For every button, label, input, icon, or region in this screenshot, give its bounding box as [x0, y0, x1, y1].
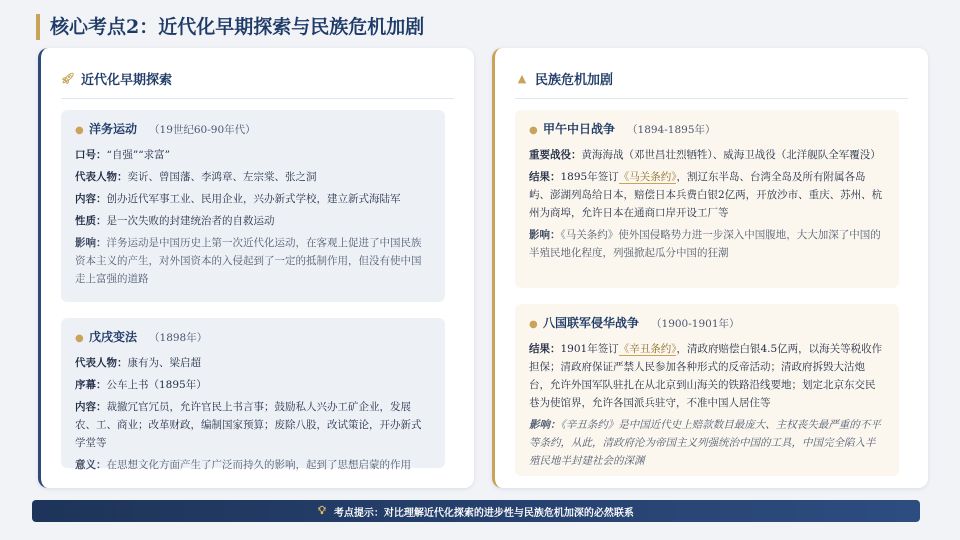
panel-heading: 民族危机加剧 — [535, 72, 614, 88]
row-key: 内容： — [75, 401, 107, 413]
significance-row — [75, 456, 431, 474]
card-sino-japanese-war — [515, 110, 899, 288]
row-value: 在思想文化方面产生了广泛而持久的影响，起到了思想启蒙的作用 — [106, 459, 411, 471]
row-key: 代表人物： — [75, 357, 128, 369]
card-title-row — [529, 120, 885, 140]
battles-row — [529, 146, 885, 164]
row-key: 影响： — [529, 419, 561, 431]
card-period: （1900-1901年） — [651, 318, 740, 330]
row-key: 代表人物： — [75, 171, 128, 183]
card-period: （19世纪60-90年代） — [149, 124, 256, 136]
row-value: 康有为、梁启超 — [127, 357, 201, 369]
row-value-pre: 1901年签订 — [560, 343, 619, 355]
row-value: 裁撤冗官冗员，允许官民上书言事；鼓励私人兴办工矿企业，发展农、工、商业；改革财政，编制国家预算；废除八股，改试策论，开办新式学堂等 — [75, 401, 422, 449]
divider — [515, 98, 908, 99]
row-value: 公车上书（1895年） — [106, 379, 207, 391]
card-period: （1894-1895年） — [627, 124, 716, 136]
impact-row — [75, 234, 431, 288]
figures-row — [75, 168, 431, 186]
content-row — [75, 190, 431, 208]
divider — [61, 98, 454, 99]
bullet-dot-icon: ● — [75, 125, 84, 136]
panel-heading: 近代化早期探索 — [81, 72, 173, 88]
content-row — [75, 398, 431, 452]
card-eight-nation-alliance — [515, 304, 899, 476]
row-key: 意义： — [75, 459, 107, 471]
bullet-dot-icon: ● — [75, 333, 84, 344]
row-value-post: ，清政府赔偿白银4.5亿两，以海关等税收作担保；清政府保证严禁人民参加各种形式的反帝活动；清政府拆毁大沽炮台，允许外国军队驻扎在从北京到山海关的铁路沿线要地；划定北京东交民巷为使馆界，允许各国派兵驻守，不准中国人居住等 — [529, 343, 883, 409]
panel-modernization — [38, 48, 474, 488]
row-value: 奕䜣、曾国藩、李鸿章、左宗棠、张之洞 — [127, 171, 317, 183]
impact-row — [529, 416, 885, 470]
row-value: “自强”“求富” — [106, 149, 170, 161]
row-key: 序幕： — [75, 379, 107, 391]
row-value: 洋务运动是中国历史上第一次近代化运动，在客观上促进了中国民族资本主义的产生，对外国资本的入侵起到了一定的抵制作用，但没有使中国走上富强的道路 — [75, 237, 422, 285]
row-value-pre: 1895年签订 — [560, 171, 619, 183]
impact-row — [529, 226, 885, 262]
treaty-highlight: 《马关条约》 — [618, 171, 677, 183]
result-row — [529, 168, 885, 222]
row-key: 重要战役： — [529, 149, 582, 161]
card-title-row — [75, 328, 431, 348]
figures-row — [75, 354, 431, 372]
row-key: 内容： — [75, 193, 107, 205]
result-row — [529, 340, 885, 412]
row-value: 《马关条约》使外国侵略势力进一步深入中国腹地，大大加深了中国的半殖民地化程度，列强掀起瓜分中国的狂潮 — [529, 229, 881, 259]
nature-row — [75, 212, 431, 230]
row-value: 《辛丑条约》是中国近代史上赔款数目最庞大、主权丧失最严重的不平等条约，从此，清政府沦为帝国主义列强统治中国的工具，中国完全陷入半殖民地半封建社会的深渊 — [529, 419, 881, 467]
row-value: 是一次失败的封建统治者的自救运动 — [106, 215, 275, 227]
warning-icon: ▲ — [517, 71, 527, 85]
prelude-row — [75, 376, 431, 394]
row-value: 黄海海战（邓世昌壮烈牺牲）、威海卫战役（北洋舰队全军覆没） — [581, 149, 881, 161]
row-key: 口号： — [75, 149, 107, 161]
card-title-row — [529, 314, 885, 334]
card-title: 八国联军侵华战争 — [543, 316, 640, 330]
row-key: 影响： — [529, 229, 561, 241]
bullet-dot-icon: ● — [529, 319, 538, 330]
card-westernization-movement — [61, 110, 445, 302]
card-title: 甲午中日战争 — [543, 122, 616, 136]
card-title-row — [75, 120, 431, 140]
slogan-row — [75, 146, 431, 164]
panel-header — [61, 68, 172, 88]
card-period: （1898年） — [149, 332, 208, 344]
tip-text: 考点提示：对比理解近代化探索的进步性与民族危机加深的必然联系 — [333, 507, 634, 519]
row-value: 创办近代军事工业、民用企业，兴办新式学校，建立新式海陆军 — [106, 193, 401, 205]
tip-banner — [32, 500, 920, 522]
row-value-post: ，割辽东半岛、台湾全岛及所有附属各岛屿、澎湖列岛给日本，赔偿日本兵费白银2亿两，开放沙市、重庆、苏州、杭州为商埠，允许日本在通商口岸开设工厂等 — [529, 171, 883, 219]
row-key: 影响： — [75, 237, 107, 249]
rocket-icon: 🚀︎ — [61, 71, 75, 85]
treaty-highlight: 《辛丑条约》 — [618, 343, 677, 355]
card-title: 戊戌变法 — [89, 330, 138, 344]
row-key: 结果： — [529, 343, 561, 355]
card-hundred-days-reform — [61, 318, 445, 471]
row-key: 结果： — [529, 171, 561, 183]
lightbulb-icon: 💡︎ — [318, 504, 326, 517]
panel-header — [515, 68, 613, 88]
panel-national-crisis — [492, 48, 928, 488]
row-key: 性质： — [75, 215, 107, 227]
bullet-dot-icon: ● — [529, 125, 538, 136]
card-title: 洋务运动 — [89, 122, 138, 136]
page-title: 核心考点2：近代化早期探索与民族危机加剧 — [36, 14, 424, 40]
